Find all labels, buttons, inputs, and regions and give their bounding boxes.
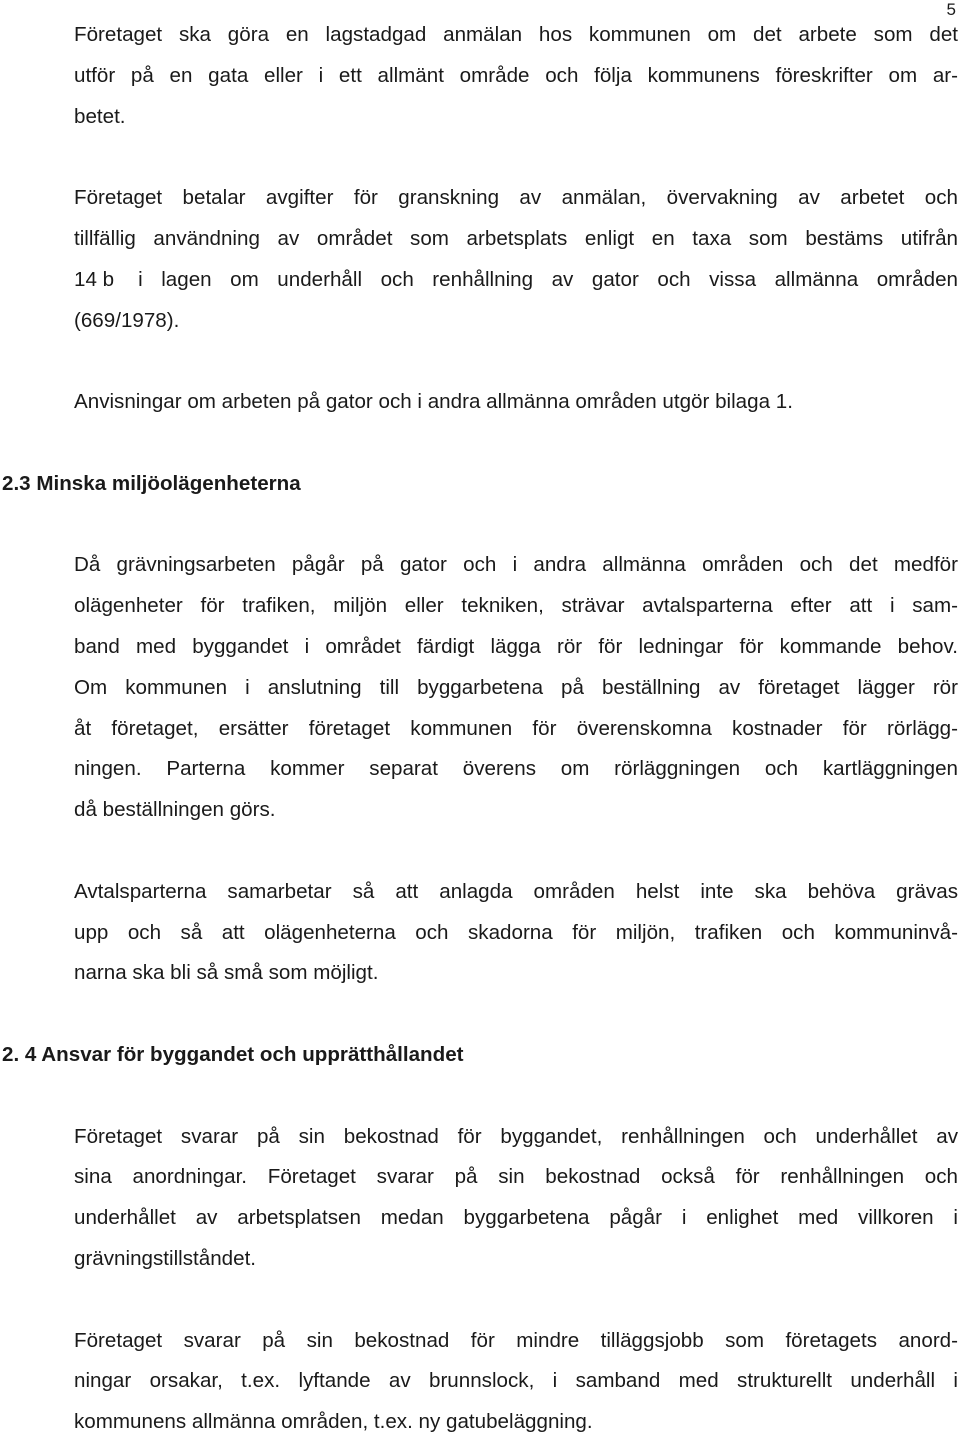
text-line: Företaget betalar avgifter för granskning av anmälan, övervakning av arbetet och	[74, 186, 958, 210]
paragraph-fees	[74, 178, 958, 341]
section-symbol-placeholder	[114, 260, 134, 301]
text-line: Företaget ska göra en lagstadgad anmälan hos kommunen om det arbete som det	[74, 23, 958, 46]
paragraph-responsibility	[74, 1117, 958, 1280]
text-line: tillfällig användning av området som arbetsplats enligt en taxa som bestäms utifrån	[74, 226, 958, 250]
text-line: åt företaget, ersätter företaget kommunen för överenskomna kostnader för rörlägg-	[74, 716, 958, 740]
text-line: grävningstillståndet.	[74, 1246, 257, 1270]
paragraph-instructions	[74, 382, 958, 423]
text-line: Då grävningsarbeten pågår på gator och i andra allmänna områden och det medför	[74, 553, 958, 577]
section-heading: 2. 4 Ansvar för byggandet och upprätthållandet	[2, 1042, 464, 1066]
paragraph-additional-work	[74, 1321, 958, 1443]
text-line: sina anordningar. Företaget svarar på sin bekostnad också för renhållningen och	[74, 1165, 958, 1189]
text-line: narna ska bli så små som möjligt.	[74, 961, 379, 985]
text-line: underhållet av arbetsplatsen medan byggarbetena pågår i enlighet med villkoren i	[74, 1206, 958, 1230]
text-line: upp och så att olägenheterna och skadorna för miljön, trafiken och kommuninvå-	[74, 920, 958, 944]
text-line: Om kommunen i anslutning till byggarbetena på beställning av företaget lägger rör	[74, 675, 958, 699]
text-line: Företaget svarar på sin bekostnad för byggandet, renhållningen och underhållet av	[74, 1124, 958, 1148]
paragraph-excavation	[74, 545, 958, 831]
text-line: Företaget svarar på sin bekostnad för mindre tilläggsjobb som företagets anord-	[74, 1328, 958, 1352]
text-line	[74, 260, 958, 301]
text-line: band med byggandet i området färdigt lägga rör för ledningar för kommande behov.	[74, 634, 958, 658]
paragraph-cooperation	[74, 872, 958, 994]
text-line: Avtalsparterna samarbetar så att anlagda områden helst inte ska behöva grävas	[74, 879, 958, 903]
text-line: utför på en gata eller i ett allmänt område och följa kommunens föreskrifter om ar-	[74, 63, 958, 87]
text-line: olägenheter för trafiken, miljön eller tekniken, strävar avtalsparterna efter att i sam-	[74, 594, 958, 618]
document-body	[2, 15, 958, 1443]
page-number: 5	[946, 0, 956, 19]
text-line: Anvisningar om arbeten på gator och i andra allmänna områden utgör bilaga 1.	[74, 390, 793, 414]
text-line: ningen. Parterna kommer separat överens om rörläggningen och kartläggningen	[74, 757, 958, 781]
paragraph-registration	[74, 15, 958, 137]
section-heading: 2.3 Minska miljöolägenheterna	[2, 471, 301, 495]
text-line: då beställningen görs.	[74, 798, 276, 822]
text-line: betet.	[74, 104, 126, 128]
text-line: ningar orsakar, t.ex. lyftande av brunnslock, i samband med strukturellt underhåll i	[74, 1369, 958, 1393]
text-line-rest: i lagen om underhåll och renhållning av gator och vissa allmänna områden	[138, 267, 958, 291]
text-line: kommunens allmänna områden, t.ex. ny gatubeläggning.	[74, 1410, 593, 1434]
section-ref: 14 b	[74, 267, 115, 291]
text-line: (669/1978).	[74, 308, 180, 332]
